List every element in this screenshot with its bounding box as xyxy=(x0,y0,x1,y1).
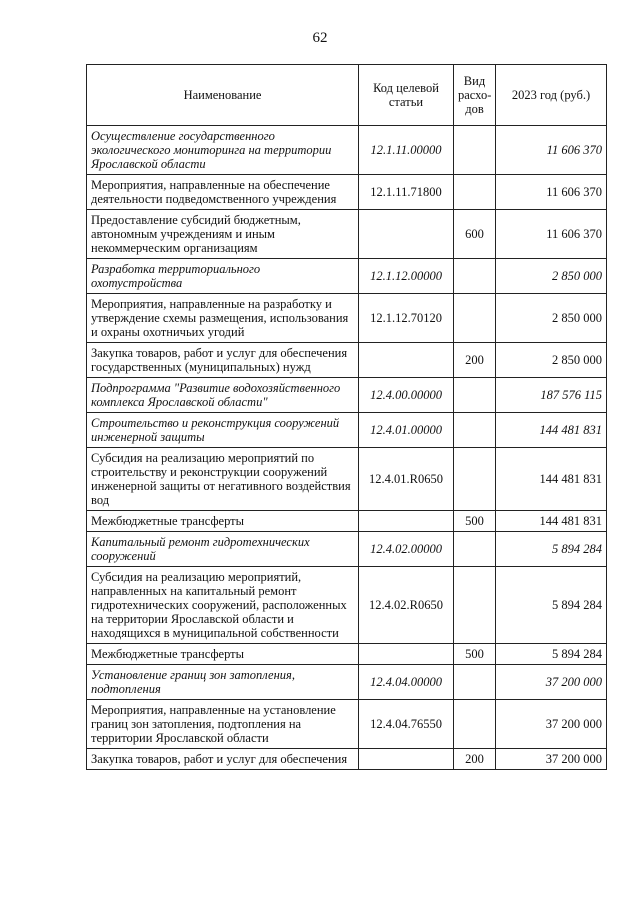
cell-code xyxy=(359,210,454,259)
cell-name: Субсидия на реализацию мероприятий, направленных на капитальный ремонт гидротехнических сооружений, расположенных на территории Ярославской области и находящихся в муниципальной собственности xyxy=(87,567,359,644)
table-row xyxy=(87,175,607,210)
table-row xyxy=(87,749,607,770)
cell-amount: 37 200 000 xyxy=(496,700,607,749)
cell-name: Мероприятия, направленные на обеспечение деятельности подведомственного учреждения xyxy=(87,175,359,210)
cell-type xyxy=(454,126,496,175)
cell-amount: 5 894 284 xyxy=(496,532,607,567)
cell-type: 500 xyxy=(454,511,496,532)
table-row xyxy=(87,511,607,532)
cell-code xyxy=(359,749,454,770)
cell-name: Подпрограмма "Развитие водохозяйственного комплекса Ярославской области" xyxy=(87,378,359,413)
cell-amount: 187 576 115 xyxy=(496,378,607,413)
cell-code: 12.4.02.R0650 xyxy=(359,567,454,644)
cell-amount: 11 606 370 xyxy=(496,126,607,175)
cell-type xyxy=(454,259,496,294)
budget-table xyxy=(86,64,607,770)
cell-type xyxy=(454,378,496,413)
cell-code: 12.4.02.00000 xyxy=(359,532,454,567)
column-header-name: Наименование xyxy=(87,65,359,126)
cell-amount: 2 850 000 xyxy=(496,343,607,378)
table-row xyxy=(87,259,607,294)
cell-code xyxy=(359,343,454,378)
table-row xyxy=(87,294,607,343)
cell-code: 12.4.00.00000 xyxy=(359,378,454,413)
cell-amount: 11 606 370 xyxy=(496,175,607,210)
cell-amount: 144 481 831 xyxy=(496,413,607,448)
cell-name: Межбюджетные трансферты xyxy=(87,511,359,532)
cell-name: Предоставление субсидий бюджетным, автономным учреждениям и иным некоммерческим организациям xyxy=(87,210,359,259)
cell-code xyxy=(359,644,454,665)
cell-amount: 144 481 831 xyxy=(496,448,607,511)
cell-name: Мероприятия, направленные на установление границ зон затопления, подтопления на территории Ярославской области xyxy=(87,700,359,749)
table-row xyxy=(87,378,607,413)
cell-amount: 5 894 284 xyxy=(496,644,607,665)
column-header-code: Код целевой статьи xyxy=(359,65,454,126)
table-header-row xyxy=(87,65,607,126)
cell-type xyxy=(454,448,496,511)
cell-amount: 144 481 831 xyxy=(496,511,607,532)
cell-code xyxy=(359,511,454,532)
cell-name: Установление границ зон затопления, подтопления xyxy=(87,665,359,700)
table-row xyxy=(87,126,607,175)
cell-type xyxy=(454,413,496,448)
table-row xyxy=(87,700,607,749)
cell-type xyxy=(454,700,496,749)
cell-type: 200 xyxy=(454,749,496,770)
cell-code: 12.1.11.00000 xyxy=(359,126,454,175)
table-row xyxy=(87,343,607,378)
cell-amount: 2 850 000 xyxy=(496,259,607,294)
table-row xyxy=(87,413,607,448)
cell-type xyxy=(454,175,496,210)
cell-name: Капитальный ремонт гидротехнических сооружений xyxy=(87,532,359,567)
page-number: 62 xyxy=(312,30,328,46)
cell-code: 12.1.11.71800 xyxy=(359,175,454,210)
cell-name: Мероприятия, направленные на разработку и утверждение схемы размещения, использования и охраны охотничьих угодий xyxy=(87,294,359,343)
cell-code: 12.1.12.70120 xyxy=(359,294,454,343)
table-row xyxy=(87,567,607,644)
cell-type xyxy=(454,294,496,343)
cell-name: Межбюджетные трансферты xyxy=(87,644,359,665)
table-row xyxy=(87,210,607,259)
cell-code: 12.4.04.76550 xyxy=(359,700,454,749)
cell-name: Осуществление государственного экологического мониторинга на территории Ярославской области xyxy=(87,126,359,175)
column-header-amount: 2023 год (руб.) xyxy=(496,65,607,126)
cell-type xyxy=(454,532,496,567)
cell-name: Строительство и реконструкция сооружений инженерной защиты xyxy=(87,413,359,448)
table-row xyxy=(87,665,607,700)
cell-code: 12.4.04.00000 xyxy=(359,665,454,700)
cell-name: Разработка территориального охотустройства xyxy=(87,259,359,294)
table-row xyxy=(87,532,607,567)
cell-code: 12.4.01.R0650 xyxy=(359,448,454,511)
cell-amount: 11 606 370 xyxy=(496,210,607,259)
cell-type: 600 xyxy=(454,210,496,259)
table-row xyxy=(87,644,607,665)
cell-type xyxy=(454,567,496,644)
cell-code: 12.1.12.00000 xyxy=(359,259,454,294)
cell-amount: 5 894 284 xyxy=(496,567,607,644)
cell-type: 200 xyxy=(454,343,496,378)
table-row xyxy=(87,448,607,511)
cell-type: 500 xyxy=(454,644,496,665)
cell-amount: 37 200 000 xyxy=(496,665,607,700)
table-body xyxy=(87,126,607,770)
column-header-type: Вид расхо-дов xyxy=(454,65,496,126)
cell-amount: 2 850 000 xyxy=(496,294,607,343)
cell-type xyxy=(454,665,496,700)
cell-amount: 37 200 000 xyxy=(496,749,607,770)
cell-name: Закупка товаров, работ и услуг для обеспечения xyxy=(87,749,359,770)
cell-code: 12.4.01.00000 xyxy=(359,413,454,448)
cell-name: Закупка товаров, работ и услуг для обеспечения государственных (муниципальных) нужд xyxy=(87,343,359,378)
cell-name: Субсидия на реализацию мероприятий по строительству и реконструкции сооружений инженерной защиты от негативного воздействия вод xyxy=(87,448,359,511)
